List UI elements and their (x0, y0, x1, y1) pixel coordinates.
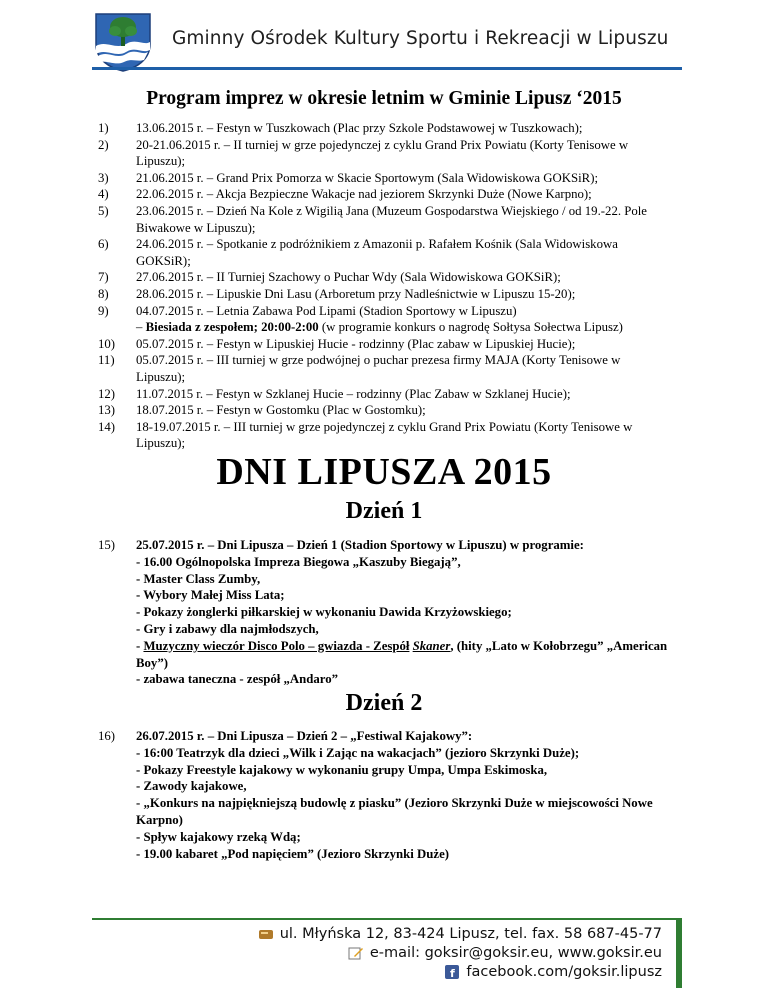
item-text: Biwakowe w Lipuszu); (136, 220, 256, 235)
item-number: 9) (98, 303, 109, 318)
program-line: - zabawa taneczna - zespół „Andaro” (136, 672, 339, 687)
letterhead (0, 0, 768, 75)
item-number: 1) (98, 121, 109, 135)
list-item (98, 402, 658, 419)
item-number: 10) (98, 336, 116, 351)
item-number: 4) (98, 187, 109, 202)
program-line: - 19.00 kabaret „Pod napięciem” (Jezioro Skrzynki Duże) (136, 846, 450, 861)
day2-lines (98, 745, 688, 863)
list-item (98, 203, 658, 236)
item-number: 8) (98, 286, 109, 301)
item-text: Lipuszu); (136, 154, 186, 169)
day1-lines (98, 554, 688, 688)
item-text: 28.06.2015 r. – Lipuskie Dni Lasu (Arboretum przy Nadleśnictwie w Lipuszu 15-20); (136, 286, 576, 301)
program-line: - Gry i zabawy dla najmłodszych, (136, 621, 319, 636)
footer-email (348, 945, 662, 961)
item-text: 22.06.2015 r. – Akcja Bezpieczne Wakacje nad jeziorem Skrzynki Duże (Nowe Karpno); (136, 187, 592, 202)
item-text: 11.07.2015 r. – Festyn w Szklanej Hucie – rodzinny (Plac Zabaw w Szklanej Hucie); (136, 386, 571, 401)
item-number: 7) (98, 270, 109, 285)
program-line: Boy”) (136, 655, 168, 670)
day2-title: Dzień 2 (345, 690, 423, 716)
list-item (98, 170, 658, 187)
program-line: - Master Class Zumby, (136, 571, 261, 586)
day1-program (98, 537, 688, 688)
item-text: 18.07.2015 r. – Festyn w Gostomku (Plac w Gostomku); (136, 403, 426, 418)
footer-accent-bar (676, 918, 682, 988)
mailbox-icon (258, 927, 274, 941)
program-line: - 16.00 Ogólnopolska Impreza Biegowa „Kaszuby Biegają”, (136, 554, 461, 569)
festival-title: DNI LIPUSZA 2015 (216, 451, 552, 493)
address-text: ul. Młyńska 12, 83-424 Lipusz, tel. fax. 58 687-45-77 (279, 926, 662, 942)
program-line: - Pokazy żonglerki piłkarskiej w wykonaniu Dawida Krzyżowskiego; (136, 605, 512, 620)
item-text: Lipuszu); (136, 436, 186, 451)
program-line: - Pokazy Freestyle kajakowy w wykonaniu grupy Umpa, Umpa Eskimoska, (136, 762, 548, 777)
line-prefix: - (136, 638, 144, 653)
list-item (98, 137, 658, 170)
program-line: Karpno) (136, 812, 183, 827)
item-number: 12) (98, 386, 116, 401)
item-number: 15) (98, 538, 116, 552)
item-text: 24.06.2015 r. – Spotkanie z podróżnikiem z Amazonii p. Rafałem Kośnik (Sala Widowiskowa (136, 237, 618, 252)
line-text: , (hity „Lato w Kołobrzegu” „American (450, 638, 668, 653)
list-item (98, 386, 658, 403)
item-text: 27.06.2015 r. – II Turniej Szachowy o Puchar Wdy (Sala Widowiskowa GOKSiR); (136, 270, 561, 285)
list-item (98, 303, 658, 336)
item-number: 11) (98, 353, 115, 368)
edit-icon (348, 946, 364, 960)
footer-divider (92, 918, 682, 920)
list-item (98, 186, 658, 203)
day1-title: Dzień 1 (345, 498, 423, 524)
program-line: - „Konkurs na najpiękniejszą budowlę z piasku” (Jezioro Skrzynki Duże w miejscowości Nowe (136, 796, 653, 811)
item-text: (w programie konkurs o nagrodę Sołtysa Sołectwa Lipusz) (318, 320, 623, 335)
document-title: Program imprez w okresie letnim w Gminie Lipusz ‘2015 (146, 88, 622, 109)
item-text: 04.07.2015 r. – Letnia Zabawa Pod Lipami (Stadion Sportowy w Lipuszu) (136, 303, 517, 318)
item-highlight: Biesiada z zespołem; 20:00-2:00 (145, 320, 319, 335)
program-line: - Spływ kajakowy rzeką Wdą; (136, 829, 301, 844)
facebook-icon (444, 965, 460, 979)
item-text: 23.06.2015 r. – Dzień Na Kole z Wigilią Jana (Muzeum Gospodarstwa Wiejskiego / od 19.-22. Pole (136, 203, 647, 218)
email-text[interactable]: e-mail: goksir@goksir.eu, www.goksir.eu (369, 945, 662, 961)
program-line (136, 638, 688, 655)
item-text: 13.06.2015 r. – Festyn w Tuszkowach (Plac przy Szkole Podstawowej w Tuszkowach); (136, 121, 583, 135)
list-item (98, 336, 658, 353)
header-divider (92, 67, 682, 70)
item-text: GOKSiR); (136, 253, 191, 268)
item-number: 14) (98, 419, 116, 434)
list-item (98, 537, 688, 554)
day1-headline: 25.07.2015 r. – Dni Lipusza – Dzień 1 (Stadion Sportowy w Lipuszu) w programie: (136, 538, 584, 552)
program-line: - Zawody kajakowe, (136, 779, 247, 794)
headliner-text: Muzyczny wieczór Disco Polo – gwiazda - Zespół (143, 638, 410, 653)
item-text: 20-21.06.2015 r. – II turniej w grze pojedynczej z cyklu Grand Prix Powiatu (Korty Tenisowe w (136, 137, 629, 152)
program-line: - Wybory Małej Miss Lata; (136, 588, 285, 603)
svg-text:f: f (450, 967, 456, 979)
band-name: Skaner (412, 638, 451, 653)
list-item (98, 120, 658, 137)
item-number: 16) (98, 729, 116, 743)
item-text: 05.07.2015 r. – III turniej w grze podwójnej o puchar prezesa firmy MAJA (Korty Tenisowe w (136, 353, 621, 368)
item-text: 18-19.07.2015 r. – III turniej w grze pojedynczej z cyklu Grand Prix Powiatu (Korty Tenisowe w (136, 419, 633, 434)
day2-headline: 26.07.2015 r. – Dni Lipusza – Dzień 2 – „Festiwal Kajakowy”: (136, 729, 473, 743)
list-item (98, 236, 658, 269)
item-number: 2) (98, 137, 109, 152)
item-text: Lipuszu); (136, 369, 186, 384)
item-text: – (136, 320, 146, 335)
item-text: 05.07.2015 r. – Festyn w Lipuskiej Hucie - rodzinny (Plac zabaw w Lipuskiej Hucie); (136, 336, 576, 351)
footer-facebook (444, 964, 662, 980)
list-item (98, 286, 658, 303)
item-number: 13) (98, 403, 116, 418)
footer-address (258, 926, 662, 942)
events-list (98, 120, 658, 452)
item-number: 3) (98, 170, 109, 185)
organization-name: Gminny Ośrodek Kultury Sportu i Rekreacji w Lipuszu (172, 28, 669, 49)
list-item (98, 352, 658, 385)
facebook-link[interactable]: facebook.com/goksir.lipusz (466, 964, 662, 980)
day2-program (98, 728, 688, 862)
item-number: 5) (98, 203, 109, 218)
list-item (98, 269, 658, 286)
item-number: 6) (98, 237, 109, 252)
list-item (98, 419, 658, 452)
municipality-logo (92, 10, 154, 72)
list-item (98, 728, 688, 745)
program-line: - 16:00 Teatrzyk dla dzieci „Wilk i Zając na wakacjach” (jezioro Skrzynki Duże); (136, 745, 580, 760)
item-text: 21.06.2015 r. – Grand Prix Pomorza w Skacie Sportowym (Sala Widowiskowa GOKSiR); (136, 170, 599, 185)
